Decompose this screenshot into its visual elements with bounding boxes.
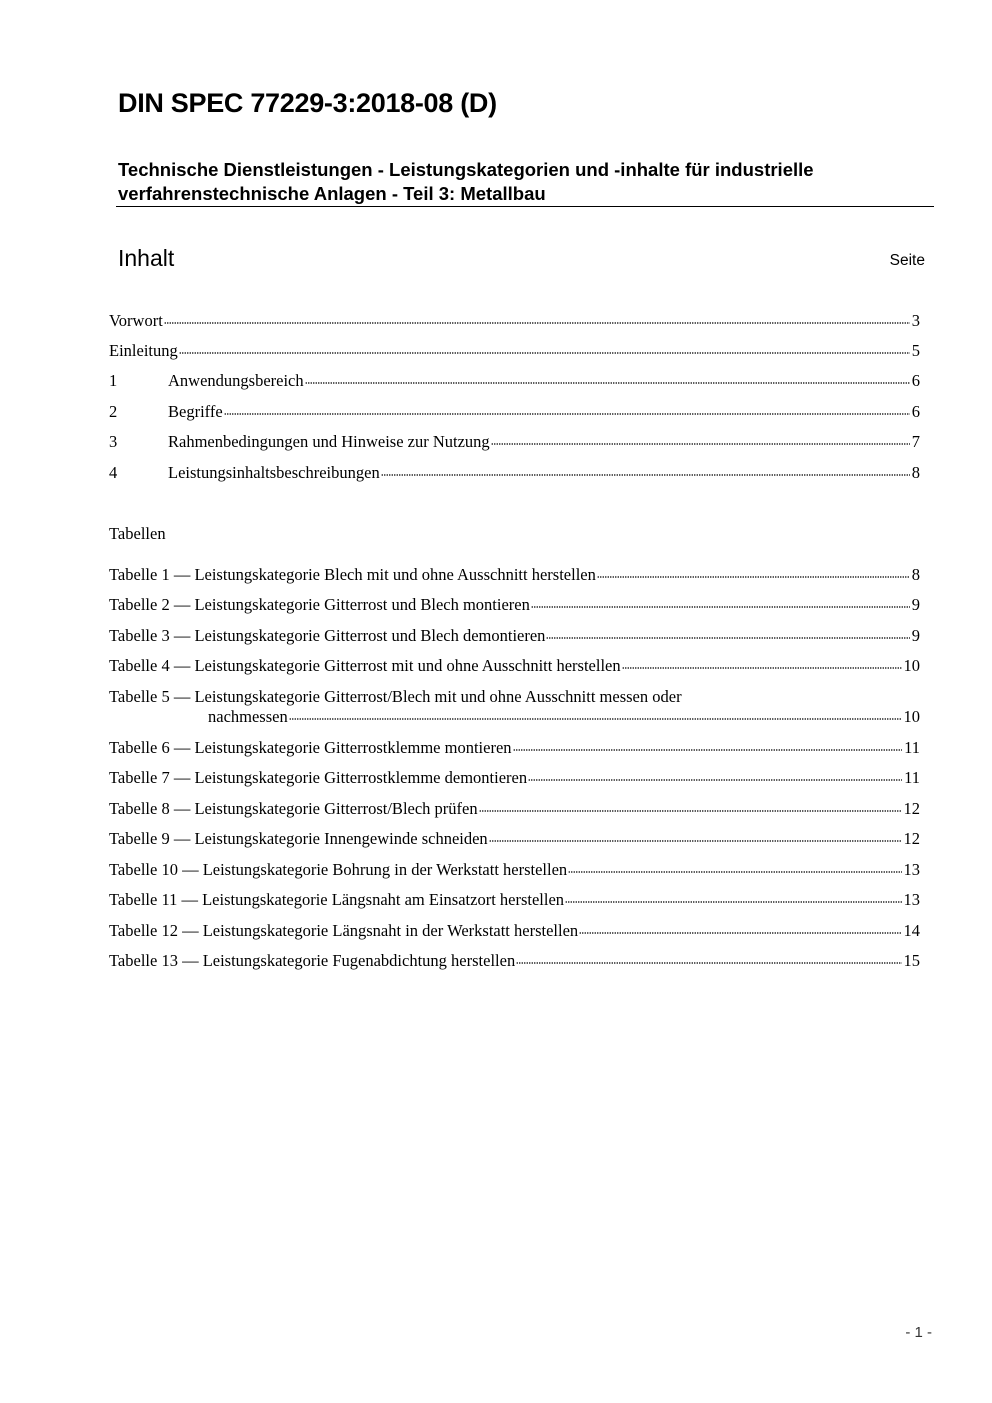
table-entry-title: Tabelle 10 — Leistungskategorie Bohrung in der Werkstatt herstellen <box>109 860 568 879</box>
table-entry-11[interactable] <box>109 890 920 910</box>
dot-leader <box>528 778 902 782</box>
table-entry-title: Tabelle 12 — Leistungskategorie Längsnaht in der Werkstatt herstellen <box>109 921 579 940</box>
toc-entry-title: Rahmenbedingungen und Hinweise zur Nutzung <box>168 432 490 451</box>
table-entry-page: 14 <box>903 921 920 940</box>
table-entry-title-continued: nachmessen <box>208 707 288 726</box>
toc-entry-page: 3 <box>911 311 920 330</box>
dot-leader <box>546 636 909 640</box>
table-entry-page: 15 <box>903 951 920 970</box>
table-entry-5[interactable] <box>109 687 920 727</box>
toc-entry-page: 8 <box>911 463 920 482</box>
tables-heading: Tabellen <box>109 524 166 543</box>
table-entry-page: 12 <box>903 829 920 848</box>
toc-entry-title: Einleitung <box>109 341 178 360</box>
dot-leader <box>565 900 901 904</box>
table-entry-10[interactable] <box>109 860 920 880</box>
table-entry-page: 11 <box>904 768 920 787</box>
toc-entry-title: Begriffe <box>168 402 223 421</box>
toc-entry-number: 4 <box>109 463 118 482</box>
toc-entry-number: 3 <box>109 432 118 451</box>
dot-leader <box>516 961 901 965</box>
toc-entry-title: Leistungsinhaltsbeschreibungen <box>168 463 380 482</box>
dot-leader <box>164 321 910 325</box>
table-entry-title: Tabelle 4 — Leistungskategorie Gitterrost mit und ohne Ausschnitt herstellen <box>109 656 621 675</box>
toc-entry-leistungsinhaltsbeschreibungen[interactable] <box>109 463 920 483</box>
table-entry-title: Tabelle 5 — Leistungskategorie Gitterrost/Blech mit und ohne Ausschnitt messen oder <box>109 687 682 706</box>
table-entry-9[interactable] <box>109 829 920 849</box>
table-entry-page: 9 <box>911 595 920 614</box>
dot-leader <box>489 839 902 843</box>
toc-entry-anwendungsbereich[interactable] <box>109 371 920 391</box>
dot-leader <box>289 717 902 721</box>
table-entry-page: 13 <box>903 860 920 879</box>
table-entry-12[interactable] <box>109 921 920 941</box>
dot-leader <box>597 575 910 579</box>
page-column-label: Seite <box>889 252 925 269</box>
table-entry-3[interactable] <box>109 626 920 646</box>
subtitle-line-1: Technische Dienstleistungen - Leistungskategorien und -inhalte für industrielle <box>118 159 814 180</box>
subtitle-divider <box>116 206 934 207</box>
table-entry-4[interactable] <box>109 656 920 676</box>
toc-entry-rahmenbedingungen[interactable] <box>109 432 920 452</box>
dot-leader <box>381 473 910 477</box>
toc-entry-page: 6 <box>911 371 920 390</box>
table-entry-2[interactable] <box>109 595 920 615</box>
toc-entry-einleitung[interactable] <box>109 341 920 361</box>
dot-leader <box>224 412 910 416</box>
toc-entry-begriffe[interactable] <box>109 402 920 422</box>
document-id: DIN SPEC 77229-3:2018-08 (D) <box>118 88 497 118</box>
dot-leader <box>305 381 910 385</box>
page-number: - 1 - <box>905 1324 932 1341</box>
table-entry-title: Tabelle 1 — Leistungskategorie Blech mit und ohne Ausschnitt herstellen <box>109 565 596 584</box>
toc-entry-title: Vorwort <box>109 311 163 330</box>
dot-leader <box>579 931 901 935</box>
dot-leader <box>491 442 910 446</box>
table-entry-title: Tabelle 7 — Leistungskategorie Gitterrostklemme demontieren <box>109 768 528 787</box>
table-entry-page: 8 <box>911 565 920 584</box>
subtitle-line-2: verfahrenstechnische Anlagen - Teil 3: Metallbau <box>118 183 546 204</box>
dot-leader <box>531 605 910 609</box>
dot-leader <box>179 351 910 355</box>
toc-entry-title: Anwendungsbereich <box>168 371 304 390</box>
table-entry-title: Tabelle 11 — Leistungskategorie Längsnaht am Einsatzort herstellen <box>109 890 565 909</box>
toc-entry-number: 1 <box>109 371 118 390</box>
table-entry-7[interactable] <box>109 768 920 788</box>
table-entry-title: Tabelle 8 — Leistungskategorie Gitterrost/Blech prüfen <box>109 799 478 818</box>
table-entry-1[interactable] <box>109 565 920 585</box>
toc-entry-page: 5 <box>911 341 920 360</box>
table-entry-page: 10 <box>903 656 920 675</box>
table-entry-page: 12 <box>903 799 920 818</box>
table-entry-title: Tabelle 6 — Leistungskategorie Gitterrostklemme montieren <box>109 738 512 757</box>
toc-entry-number: 2 <box>109 402 118 421</box>
toc-entry-page: 7 <box>911 432 920 451</box>
toc-heading: Inhalt <box>118 245 175 271</box>
table-entry-page: 10 <box>903 707 920 726</box>
table-entry-page: 11 <box>904 738 920 757</box>
toc-entry-vorwort[interactable] <box>109 311 920 331</box>
table-entry-title: Tabelle 9 — Leistungskategorie Innengewinde schneiden <box>109 829 488 848</box>
table-entry-page: 13 <box>903 890 920 909</box>
table-entry-title: Tabelle 13 — Leistungskategorie Fugenabdichtung herstellen <box>109 951 516 970</box>
dot-leader <box>479 809 902 813</box>
table-entry-6[interactable] <box>109 738 920 758</box>
dot-leader <box>622 666 902 670</box>
table-entry-page: 9 <box>911 626 920 645</box>
table-entry-8[interactable] <box>109 799 920 819</box>
table-entry-title: Tabelle 2 — Leistungskategorie Gitterrost und Blech montieren <box>109 595 530 614</box>
table-entry-title: Tabelle 3 — Leistungskategorie Gitterrost und Blech demontieren <box>109 626 546 645</box>
toc-entry-page: 6 <box>911 402 920 421</box>
table-entry-13[interactable] <box>109 951 920 971</box>
dot-leader <box>568 870 901 874</box>
document-subtitle <box>118 158 934 206</box>
dot-leader <box>513 748 903 752</box>
